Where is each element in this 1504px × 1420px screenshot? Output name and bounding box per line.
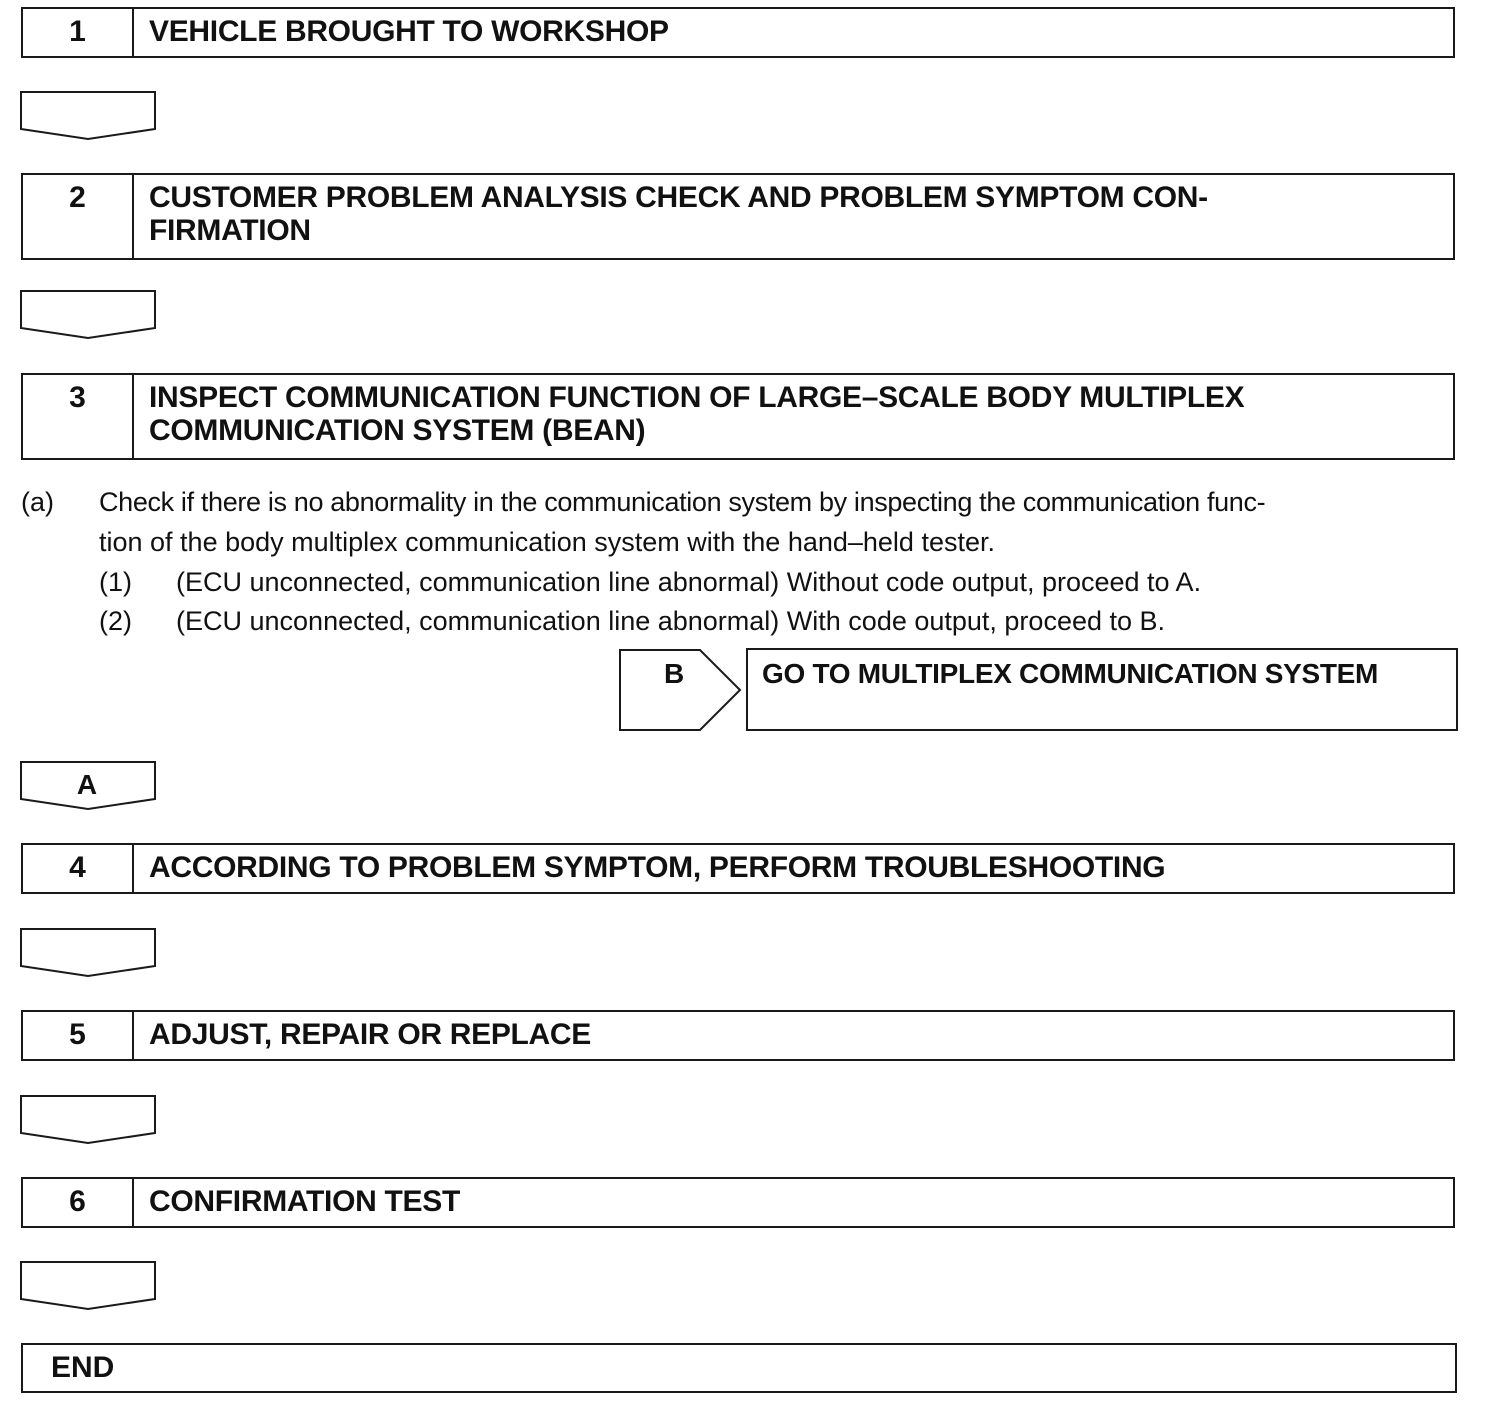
step-1-box bbox=[21, 7, 1455, 58]
branch-a-label: A bbox=[76, 769, 98, 800]
step-title: ACCORDING TO PROBLEM SYMPTOM, PERFORM TROUBLESHOOTING bbox=[149, 851, 1166, 884]
branch-b-label: B bbox=[664, 658, 685, 689]
step-4-box bbox=[21, 843, 1455, 894]
end-box bbox=[21, 1343, 1457, 1393]
flow-arrow-4-5 bbox=[20, 928, 157, 978]
step-number: 3 bbox=[23, 375, 134, 458]
step-number: 1 bbox=[23, 9, 134, 56]
goto-multiplex-text: GO TO MULTIPLEX COMMUNICATION SYSTEM bbox=[762, 658, 1379, 689]
sub-marker-2: (2) bbox=[99, 606, 132, 636]
end-label: END bbox=[51, 1351, 115, 1384]
flow-arrow-2-3 bbox=[20, 290, 157, 340]
step-title: VEHICLE BROUGHT TO WORKSHOP bbox=[149, 15, 669, 48]
flow-arrow-6-end bbox=[20, 1261, 157, 1311]
flow-arrow-1-2 bbox=[20, 91, 157, 141]
step-number: 5 bbox=[23, 1012, 134, 1059]
sub-marker-a: (a) bbox=[21, 487, 54, 517]
step-title: CUSTOMER PROBLEM ANALYSIS CHECK AND PROBLEM SYMPTOM CON- FIRMATION bbox=[149, 181, 1208, 247]
flow-arrow-5-6 bbox=[20, 1095, 157, 1145]
sub-marker-1: (1) bbox=[99, 567, 132, 597]
step-3-box bbox=[21, 373, 1455, 460]
step-number: 6 bbox=[23, 1179, 134, 1226]
step-2-box bbox=[21, 173, 1455, 260]
sub-text-a-line2: tion of the body multiplex communication system with the hand–held tester. bbox=[99, 527, 995, 557]
sub-text-a-line1: Check if there is no abnormality in the communication system by inspecting the communication func- bbox=[99, 487, 1266, 517]
step-6-box bbox=[21, 1177, 1455, 1228]
step-number: 2 bbox=[23, 175, 134, 258]
sub-text-2: (ECU unconnected, communication line abnormal) With code output, proceed to B. bbox=[176, 606, 1166, 636]
step-title: ADJUST, REPAIR OR REPLACE bbox=[149, 1018, 592, 1051]
step-number: 4 bbox=[23, 845, 134, 892]
sub-text-1: (ECU unconnected, communication line abnormal) Without code output, proceed to A. bbox=[176, 567, 1202, 597]
goto-multiplex-box bbox=[746, 648, 1458, 731]
step-title: CONFIRMATION TEST bbox=[149, 1185, 460, 1218]
step-title: INSPECT COMMUNICATION FUNCTION OF LARGE–SCALE BODY MULTIPLEX COMMUNICATION SYSTEM (BEAN) bbox=[149, 381, 1245, 447]
step-5-box bbox=[21, 1010, 1455, 1061]
